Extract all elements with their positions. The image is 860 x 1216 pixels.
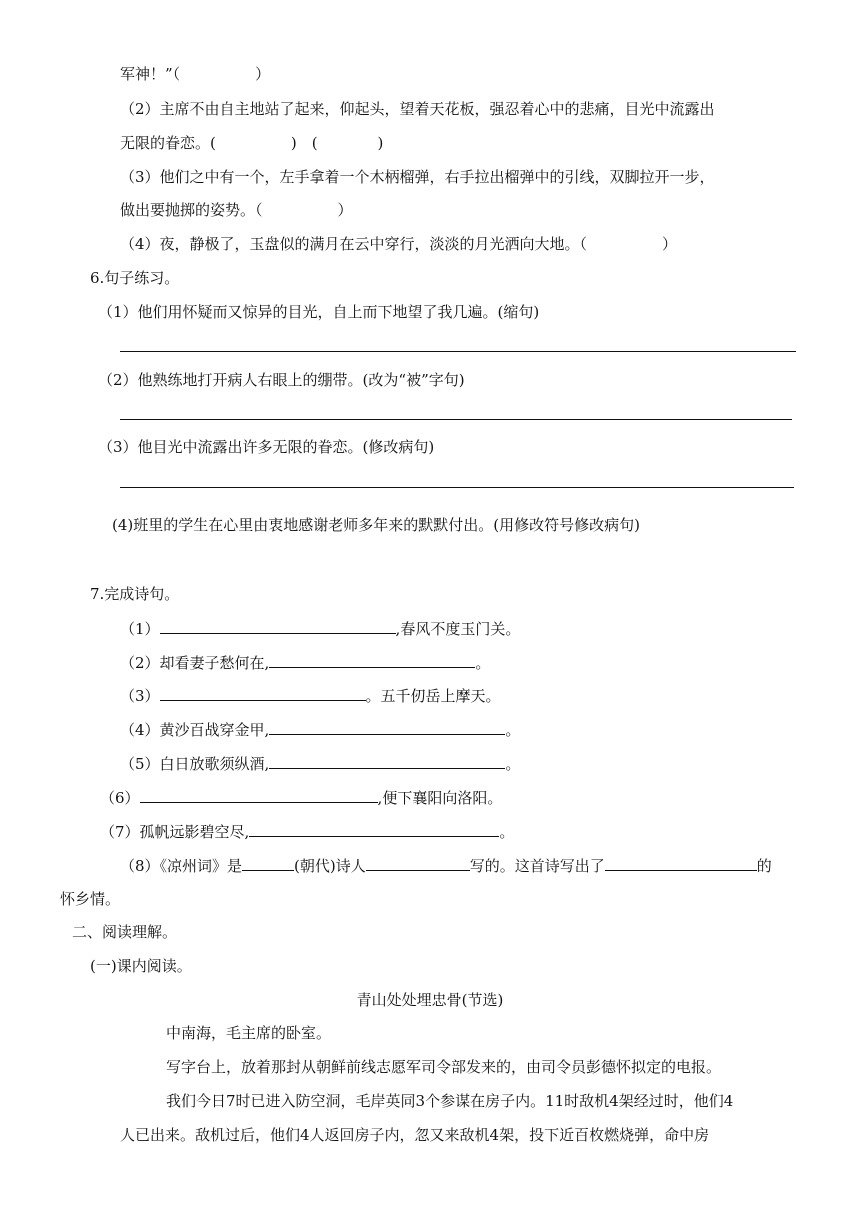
poem-blank-theme[interactable] [605, 855, 757, 871]
poem-line-4-suffix: 。 [505, 721, 521, 739]
section2-subtitle: (一)课内阅读。 [90, 957, 192, 975]
poem-line-4 [120, 719, 520, 740]
q6-item-1: （1）他们用怀疑而又惊异的目光，自上而下地望了我几遍。(缩句) [98, 303, 540, 321]
poem-line-8-part-c: 写的。这首诗写出了 [469, 857, 605, 875]
poem-line-7-suffix: 。 [499, 823, 515, 841]
poem-line-2 [120, 652, 490, 673]
passage-paragraph-3-line1: 我们今日7时已进入防空洞，毛岸英同3个参谋在房子内。11时敌机4架经过时，他们4 [166, 1092, 734, 1110]
poem-line-5-suffix: 。 [505, 755, 521, 773]
poem-line-4-prefix: （4）黄沙百战穿金甲, [120, 721, 270, 739]
q5-item3-line2: 做出要抛掷的姿势。（ ） [120, 201, 353, 219]
poem-line-5 [120, 753, 520, 774]
q6-answer-line-2[interactable] [120, 419, 792, 420]
poem-line-8-cont: 怀乡情。 [60, 890, 121, 908]
poem-line-6-prefix: （6） [100, 789, 140, 807]
passage-paragraph-2: 写字台上，放着那封从朝鲜前线志愿军司令部发来的，由司令员彭德怀拟定的电报。 [166, 1058, 722, 1076]
poem-line-5-prefix: （5）白日放歌须纵酒, [120, 755, 270, 773]
section2-title: 二、阅读理解。 [72, 923, 178, 941]
q5-item1-tail: 军神！”（ ） [120, 65, 271, 83]
passage-title: 青山处处埋忠骨(节选) [356, 991, 504, 1009]
poem-line-2-suffix: 。 [475, 654, 491, 672]
q6-title: 6.句子练习。 [90, 269, 180, 287]
q6-item-3: （3）他目光中流露出许多无限的眷恋。(修改病句) [98, 438, 435, 456]
poem-line-8-part-d: 的 [756, 857, 772, 875]
poem-line-8-part-b: (朝代)诗人 [294, 857, 366, 875]
q5-item3-line1: （3）他们之中有一个，左手拿着一个木柄榴弹，右手拉出榴弹中的引线，双脚拉开一步， [120, 168, 715, 186]
poem-blank-6[interactable] [140, 787, 378, 803]
poem-line-1 [120, 618, 520, 639]
poem-line-7-prefix: （7）孤帆远影碧空尽, [100, 823, 250, 841]
q6-item-4: (4)班里的学生在心里由衷地感谢老师多年来的默默付出。(用修改符号修改病句) [112, 516, 640, 534]
poem-line-8 [120, 855, 772, 876]
poem-line-6-suffix: ,便下襄阳向洛阳。 [377, 789, 503, 807]
poem-blank-3[interactable] [160, 685, 366, 701]
poem-line-2-prefix: （2）却看妻子愁何在, [120, 654, 270, 672]
q7-title: 7.完成诗句。 [90, 585, 180, 603]
q5-item2-line2: 无限的眷恋。( ) ( ) [120, 134, 384, 152]
q6-item-2: （2）他熟练地打开病人右眼上的绷带。(改为“被”字句) [98, 371, 465, 389]
q5-item4: （4）夜，静极了，玉盘似的满月在云中穿行，淡淡的月光洒向大地。（ ） [120, 235, 678, 253]
poem-blank-7[interactable] [249, 821, 499, 837]
q6-answer-line-3[interactable] [120, 487, 794, 488]
passage-paragraph-1: 中南海，毛主席的卧室。 [166, 1024, 332, 1042]
q5-item2-line1: （2）主席不由自主地站了起来，仰起头，望着天花板，强忍着心中的悲痛，目光中流露出 [120, 100, 715, 118]
poem-line-8-part-a: （8）《凉州词》是 [120, 857, 243, 875]
poem-line-1-prefix: （1） [120, 620, 160, 638]
poem-line-6 [100, 787, 502, 808]
poem-line-3-suffix: 。五千仞岳上摩天。 [365, 687, 501, 705]
poem-line-7 [100, 821, 514, 842]
poem-blank-poet[interactable] [366, 855, 470, 871]
q6-answer-line-1[interactable] [120, 351, 796, 352]
poem-blank-4[interactable] [269, 719, 505, 735]
poem-blank-dynasty[interactable] [242, 855, 294, 871]
poem-blank-1[interactable] [160, 618, 396, 634]
poem-line-1-suffix: ,春风不度玉门关。 [395, 620, 521, 638]
poem-blank-2[interactable] [269, 652, 475, 668]
poem-line-3-prefix: （3） [120, 687, 160, 705]
passage-paragraph-3-line2: 人已出来。敌机过后，他们4人返回房子内，忽又来敌机4架，投下近百枚燃烧弹，命中房 [120, 1126, 710, 1144]
poem-line-3 [120, 685, 501, 706]
poem-blank-5[interactable] [269, 753, 505, 769]
